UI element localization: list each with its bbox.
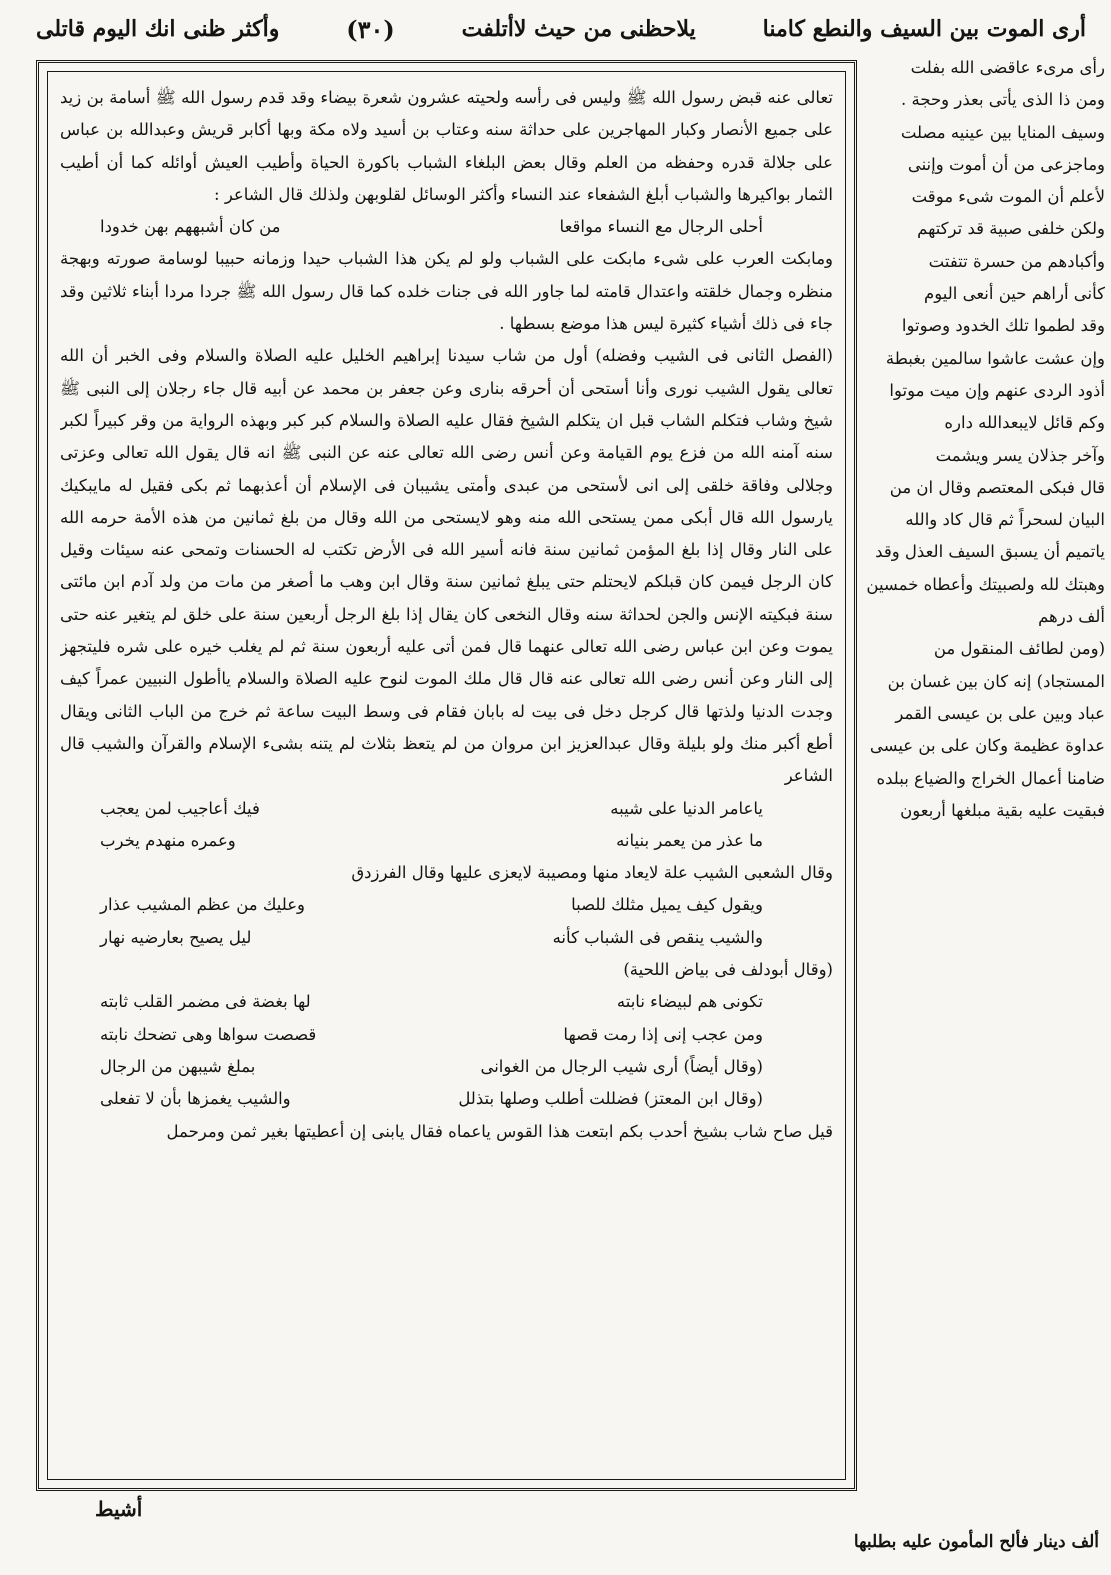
paragraph: قيل صاح شاب بشيخ أحدب بكم ابتعت هذا القوس ياعماه فقال يابنى إن أعطيتها بغير ثمن ومرحمل: [166, 1121, 833, 1141]
verse-line: [60, 1083, 833, 1115]
margin-line: أذود الردى عنهم وإن ميت موتوا: [889, 380, 1105, 400]
verse-hemistich: ويقول كيف يميل مثلك للصبا: [571, 895, 763, 915]
verse-hemistich: أحلى الرجال مع النساء مواقعا: [559, 217, 763, 237]
margin-line: وأكبادهم من حسرة تتفتت: [928, 251, 1105, 271]
verse-line: [60, 1019, 833, 1051]
verse-hemistich: فيك أعاجيب لمن يعجب: [100, 798, 260, 818]
verse-hemistich: وعليك من عظم المشيب عذار: [100, 895, 306, 915]
margin-line: وكم قائل لايبعدالله داره: [944, 413, 1105, 433]
header-center-verse: يلاحظنى من حيث لاأتلفت: [461, 16, 696, 42]
verse-hemistich: (وقال أيضاً) أرى شيب الرجال من الغوانى: [480, 1056, 763, 1076]
verse-hemistich: من كان أشبههم بهن خدودا: [100, 217, 281, 237]
paragraph: (وقال أبودلف فى بياض اللحية): [623, 960, 833, 980]
margin-line: وإن عشت عاشوا سالمين بغبطة: [885, 348, 1105, 368]
margin-footer: ألف دينار فألح المأمون عليه بطلبها: [853, 1532, 1099, 1552]
verse-hemistich: قصصت سواها وهى تضحك نابته: [100, 1024, 317, 1044]
verse-line: [60, 825, 833, 857]
paragraph: تعالى عنه قبض رسول الله ﷺ وليس فى رأسه ولحيته عشرون شعرة بيضاء وقد قدم رسول الله ﷺ أسامة بن زيد على جميع الأنصار وكبار المهاجرين على حداثة سنه وعتاب بن أسيد ولاه مكة وبها أكابر قريش وعبدالله بن عباس على جلالة قدره وحفظه من العلم وقال بعض البلغاء الشباب باكورة الحياة وأطيب العيش أوائله كما أن أطيب الثمار بواكيرها والشباب أبلغ الشفعاء عند النساء وأكثر الوسائل لقلوبهن ولذلك قال الشاعر :: [60, 88, 833, 204]
margin-line: وآخر جذلان يسر ويشمت: [935, 445, 1105, 465]
verse-hemistich: (وقال ابن المعتز) فضللت أطلب وصلها بتذلل: [458, 1089, 763, 1109]
verse-hemistich: والشيب ينقص فى الشباب كأنه: [552, 927, 763, 947]
header-right-verse: أرى الموت بين السيف والنطع كامنا: [762, 16, 1086, 42]
margin-line: لأعلم أن الموت شىء موقت: [911, 187, 1105, 207]
verse-line: [60, 922, 833, 954]
verse-hemistich: ليل يصيح بعارضيه نهار: [100, 927, 252, 947]
margin-line: ومن ذا الذى يأتى بعذر وحجة .: [900, 90, 1105, 110]
verse-hemistich: لها بغضة فى مضمر القلب ثابته: [100, 992, 311, 1012]
verse-hemistich: تكونى هم لبيضاء نابته: [616, 992, 763, 1012]
frame-border: [36, 60, 857, 1491]
main-text-block: [60, 82, 833, 1465]
paragraph: ومابكت العرب على شىء مابكت على الشباب ولو لم يكن هذا الشباب حيدا وزمانه حبيبا لوسامة صورته وبهجة منظره وجمال خلقته واعتدال قامته لما جاور الله فى جنات خلده كما قال رسول الله ﷺ جردا مردا أبناء ثلاثين وقد جاء فى ذلك أشياء كثيرة ليس هذا موضع بسطها .: [60, 249, 833, 334]
margin-line: كأنى أراهم حين أنعى اليوم: [924, 284, 1105, 304]
verse-line: [60, 793, 833, 825]
margin-column: [863, 52, 1105, 1532]
margin-line: رأى مرىء عاقضى الله بفلت: [910, 58, 1105, 77]
margin-paragraph: (ومن لطائف المنقول من المستجاد) إنه كان بين غسان بن عباد وبين على بن عيسى القمر عداوة عظيمة وكان على بن عيسى ضامنا أعمال الخراج والضياع ببلده فبقيت عليه بقية مبلغها أربعون: [869, 639, 1105, 820]
margin-line: وماجزعى من أن أموت وإننى: [907, 154, 1105, 174]
margin-paragraph: قال فبكى المعتصم وقال ان من البيان لسحراً ثم قال كاد والله ياتميم أن يسبق السيف العذل وقد وهبتك لله ولصبيتك وأعطاه خمسين ألف درهم: [866, 477, 1105, 627]
paragraph: (الفصل الثانى فى الشيب وفضله) أول من شاب سيدنا إبراهيم الخليل عليه الصلاة والسلام وفى الخبر أن الله تعالى يقول الشيب نورى وأنا أستحى أن أحرقه بنارى وعن جعفر بن محمد عن أبيه قال جاء رجلان إلى النبى ﷺ شيخ وشاب فتكلم الشاب قبل ان يتكلم الشيخ فقال عليه الصلاة والسلام كبر كبر وبهذه الرواية من وقر كبيراً لكبر سنه آمنه الله من فزع يوم القيامة وعن أنس رضى الله تعالى عنه عن النبى ﷺ انه قال يقول الله تعالى وعزتى وجلالى وفاقة خلقى إلى انى لأستحى من عبدى وأمتى يشيبان فى الإسلام أن أعذبهما ثم بكى فقيل له مايبكيك يارسول الله قال أبكى ممن يستحى الله منه وهو لايستحى من الله وقال من بلغ ثمانين من هذه الأمة حرمه الله على النار وقال إذا بلغ المؤمن ثمانين سنة فانه أسير الله فى الأرض تكتب له الحسنات وتمحى عنه سيئات وقيل كان الرجل فيمن كان قبلكم لايحتلم حتى يبلغ ثمانين سنة وقال ابن وهب ما أصغر من مات من ولد آدم ابن مائتى سنة فبكيته الإنس والجن لحداثة سنه وقال النخعى كان يقال إذا بلغ الرجل أربعين سنة على خلق لم يتغير عنه حتى يموت وعن ابن عباس رضى الله تعالى عنهما قال فمن أتى عليه أربعون سنة ثم لم يغلب خيره على شره فليتجهز إلى النار وعن أنس رضى الله تعالى عنه قال قال ملك الموت لنوح عليه الصلاة والسلام ياأطول النبيين عمراً كيف وجدت الدنيا ولذتها قال كرجل دخل فى بيت له بابان فقام فى وسط البيت ساعة ثم خرج من الباب الثانى ويقال أطع أكبر منك ولو بليلة وقال عبدالعزيز ابن مروان من لم يتعظ بثلاث لم يتنه بشىء الإسلام والقرآن والشيب قال الشاعر: [60, 346, 833, 786]
main-frame: [36, 60, 856, 1492]
verse-hemistich: والشيب يغمزها بأن لا تفعلى: [100, 1089, 291, 1109]
running-header: [36, 14, 1086, 44]
margin-line: ولكن خلفى صبية قد تركتهم: [917, 219, 1105, 239]
header-left-verse: وأكثر ظنى انك اليوم قاتلى: [36, 16, 280, 42]
signature-mark: أشيط: [95, 1497, 143, 1521]
paragraph: وقال الشعبى الشيب علة لايعاد منها ومصيبة لايعزى عليها وقال الفرزدق: [351, 863, 833, 883]
verse-hemistich: ياعامر الدنيا على شيبه: [610, 798, 763, 818]
verse-line: [60, 986, 833, 1018]
verse-line: [60, 211, 833, 243]
verse-hemistich: وعمره منهدم يخرب: [100, 830, 236, 850]
verse-hemistich: ومن عجب إنى إذا رمت قصها: [563, 1024, 763, 1044]
verse-line: [60, 889, 833, 921]
frame-inner-border: [47, 71, 846, 1480]
page-number: (٣٠): [346, 14, 395, 44]
margin-line: وقد لطموا تلك الخدود وصوتوا: [901, 316, 1105, 336]
verse-line: [60, 1051, 833, 1083]
verse-hemistich: ما عذر من يعمر بنيانه: [616, 830, 763, 850]
verse-hemistich: بملغ شيبهن من الرجال: [100, 1056, 256, 1076]
margin-line: وسيف المنايا بين عينيه مصلت: [900, 122, 1105, 142]
